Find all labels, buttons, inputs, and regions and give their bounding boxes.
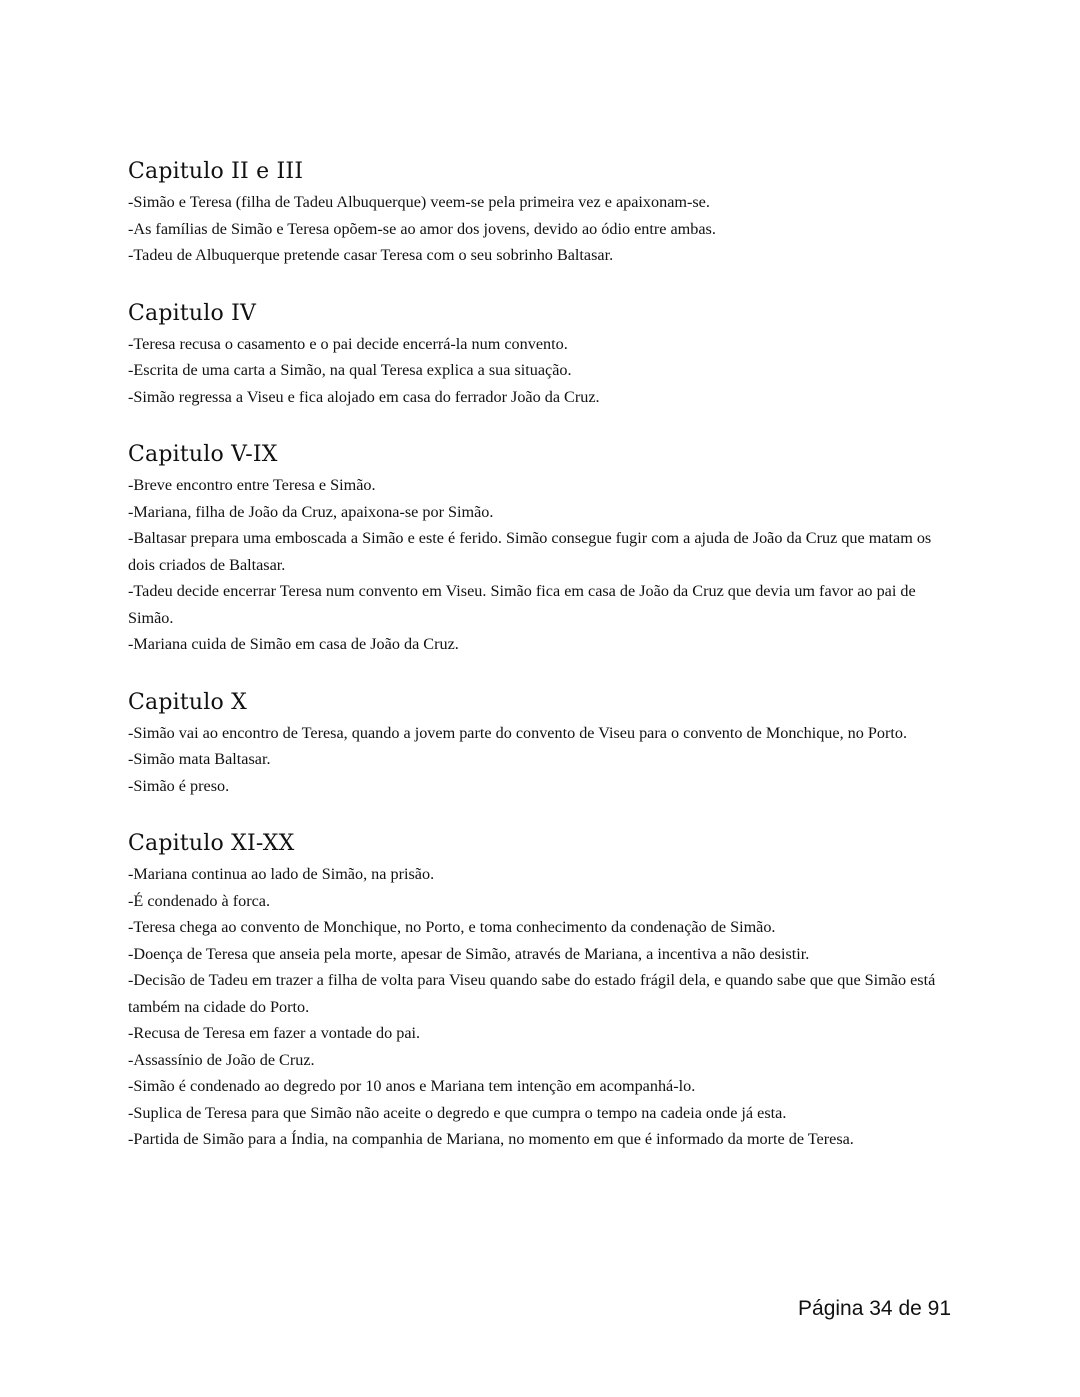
summary-line: -Mariana continua ao lado de Simão, na prisão. [128,865,435,883]
summary-line: -É condenado à forca. [128,891,271,910]
chapter-heading: Capitulo X [128,689,248,715]
summary-line: -Tadeu de Albuquerque pretende casar Teresa com o seu sobrinho Baltasar. [128,246,614,264]
summary-line: -Simão e Teresa (filha de Tadeu Albuquerque) veem-se pela primeira vez e apaixonam-se. [128,193,710,211]
summary-line: -As famílias de Simão e Teresa opõem-se ao amor dos jovens, devido ao ódio entre ambas. [128,219,716,238]
summary-line: -Escrita de uma carta a Simão, na qual Teresa explica a sua situação. [128,361,572,379]
chapter-heading: Capitulo XI-XX [128,831,295,856]
summary-line: -Doença de Teresa que anseia pela morte, apesar de Simão, através de Mariana, a incentiva a não desistir. [128,944,810,963]
chapter-section [128,299,958,411]
summary-line: -Simão mata Baltasar. [128,750,271,768]
summary-line: -Decisão de Tadeu em trazer a filha de volta para Viseu quando sabe do estado frágil dela, e quando sabe que que Simão está também na cidade do Porto. [128,971,936,1016]
summary-line: -Simão regressa a Viseu e fica alojado em casa do ferrador João da Cruz. [128,387,600,406]
summary-line: -Breve encontro entre Teresa e Simão. [128,476,376,494]
summary-line: -Simão é condenado ao degredo por 10 anos e Mariana tem intenção em acompanhá-lo. [128,1077,696,1095]
chapter-heading: Capitulo II e III [128,159,304,184]
summary-line: -Teresa chega ao convento de Monchique, no Porto, e toma conhecimento da condenação de Simão. [128,918,776,936]
document-body [128,157,958,1183]
summary-line: -Teresa recusa o casamento e o pai decide encerrá-la num convento. [128,334,568,353]
chapter-section [128,829,958,1153]
summary-line: -Simão é preso. [128,776,230,795]
summary-line: -Partida de Simão para a Índia, na companhia de Mariana, no momento em que é informado da morte de Teresa. [128,1130,854,1148]
summary-line: -Simão vai ao encontro de Teresa, quando a jovem parte do convento de Viseu para o convento de Monchique, no Porto. [128,723,908,742]
chapter-section [128,688,958,800]
summary-line: -Assassínio de João de Cruz. [128,1050,315,1069]
summary-line: -Tadeu decide encerrar Teresa num convento em Viseu. Simão fica em casa de João da Cruz que devia um favor ao pai de Simão. [128,582,916,627]
chapter-section [128,157,958,269]
summary-line: -Mariana cuida de Simão em casa de João da Cruz. [128,635,459,653]
summary-line: -Mariana, filha de João da Cruz, apaixona-se por Simão. [128,502,494,521]
chapter-heading: Capitulo IV [128,300,257,326]
chapter-heading: Capitulo V-IX [128,442,278,467]
page-number: Página 34 de 91 [798,1297,951,1320]
summary-line: -Recusa de Teresa em fazer a vontade do pai. [128,1024,421,1042]
summary-line: -Baltasar prepara uma emboscada a Simão e este é ferido. Simão consegue fugir com a ajuda de João da Cruz que matam os dois criados de Baltasar. [128,529,932,574]
chapter-section [128,440,958,658]
summary-line: -Suplica de Teresa para que Simão não aceite o degredo e que cumpra o tempo na cadeia onde já esta. [128,1103,787,1122]
